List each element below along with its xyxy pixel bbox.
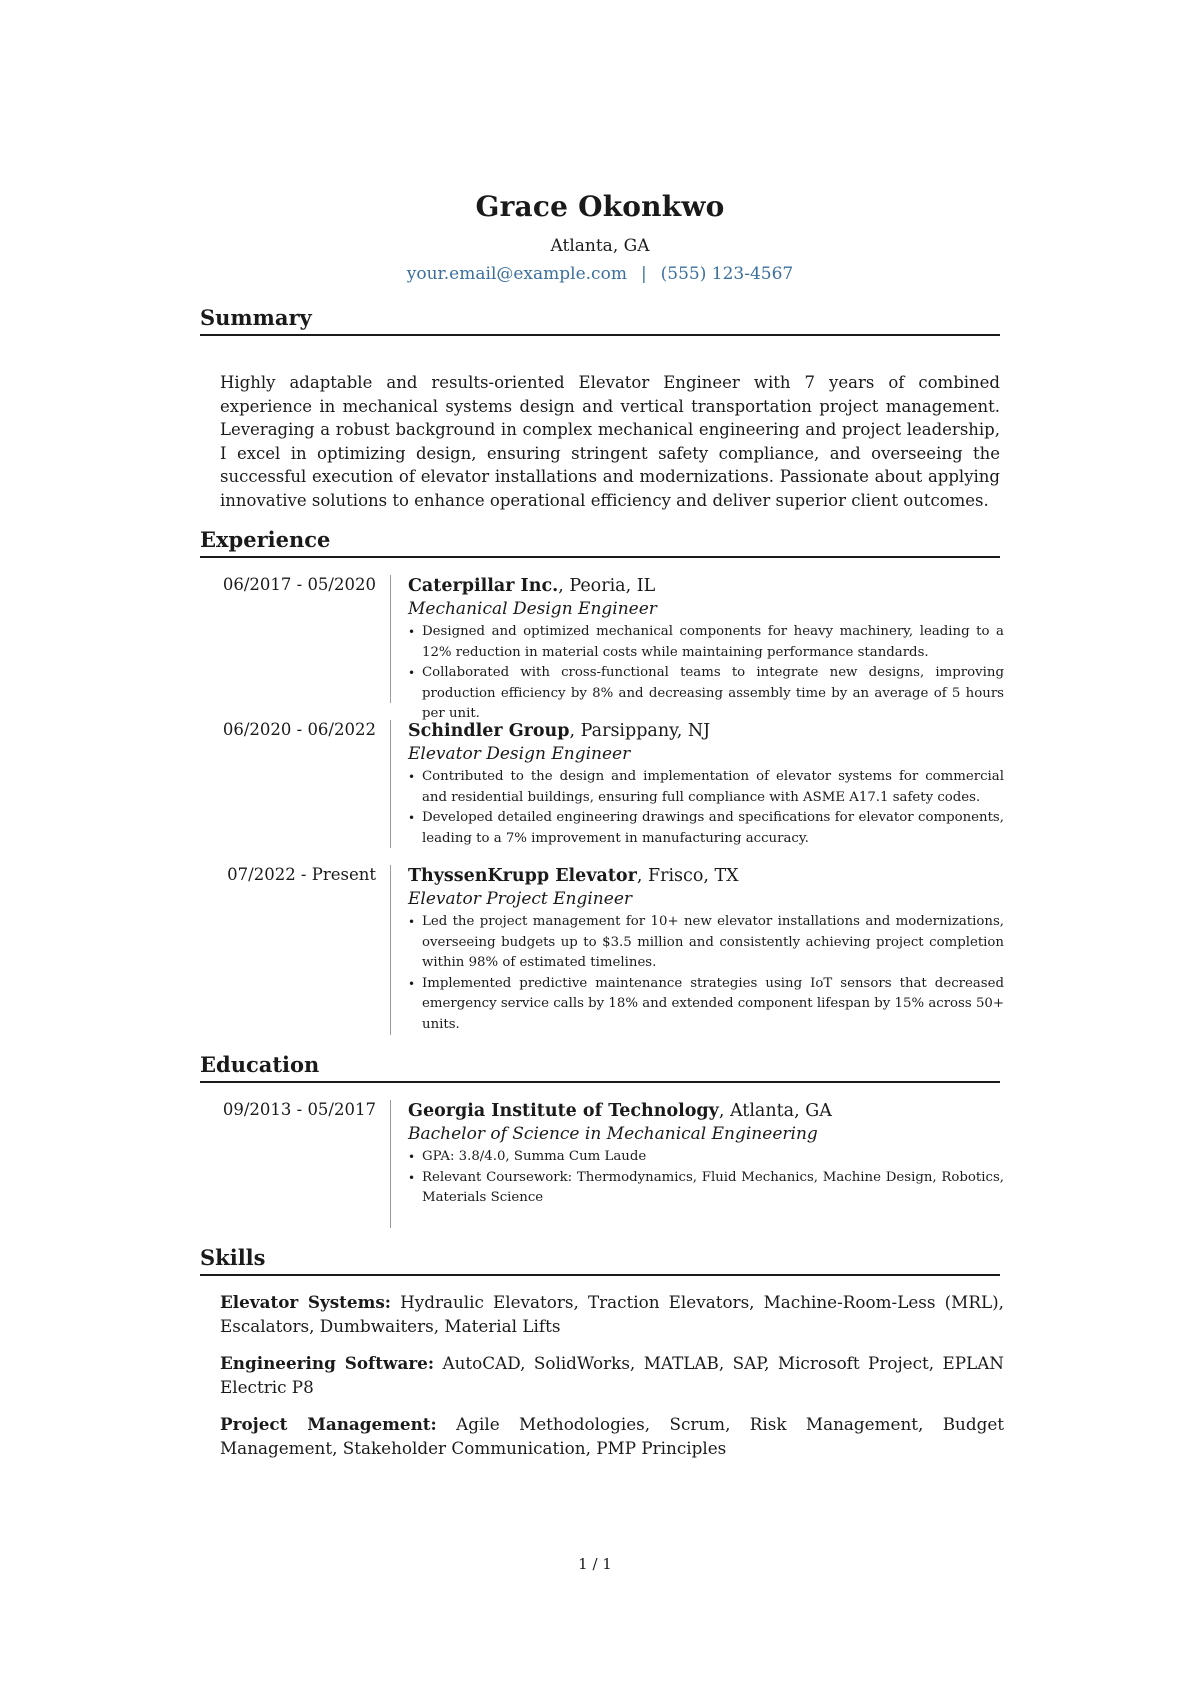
- experience-dates: 06/2020 - 06/2022: [222, 720, 376, 739]
- company-location: , Parsippany, NJ: [569, 721, 711, 741]
- summary-heading: Summary: [200, 305, 312, 330]
- timeline-divider: [390, 865, 391, 1035]
- school-name: Georgia Institute of Technology: [408, 1101, 719, 1121]
- company-location: , Frisco, TX: [636, 866, 739, 886]
- company-location: , Peoria, IL: [558, 576, 656, 596]
- education-dates: 09/2013 - 05/2017: [222, 1100, 376, 1119]
- skill-value: Hydraulic Elevators, Traction Elevators, Machine-Room-Less (MRL), Escalators, Dumbwaiters, Material Lifts: [220, 1292, 1004, 1336]
- candidate-name: Grace Okonkwo: [475, 190, 725, 223]
- job-title: Elevator Project Engineer: [408, 889, 633, 909]
- list-item: • Collaborated with cross-functional teams to integrate new designs, improving production efficiency by 8% and decreasing assembly time by an average of 5 hours per unit.: [408, 663, 1004, 725]
- skills-list: [220, 1291, 1004, 1474]
- experience-dates: 06/2017 - 05/2020: [222, 575, 376, 594]
- list-item: • Designed and optimized mechanical components for heavy machinery, leading to a 12% reduction in material costs while maintaining performance standards.: [408, 622, 1004, 663]
- experience-rule: [200, 556, 1000, 558]
- school-location: , Atlanta, GA: [718, 1101, 832, 1121]
- list-item: • Contributed to the design and implementation of elevator systems for commercial and residential buildings, ensuring full compliance with ASME A17.1 safety codes.: [408, 767, 1004, 808]
- list-item: • Implemented predictive maintenance strategies using IoT sensors that decreased emergency service calls by 18% and extended component lifespan by 15% across 50+ units.: [408, 974, 1004, 1036]
- skill-value: Agile Methodologies, Scrum, Risk Management, Budget Management, Stakeholder Communication, PMP Principles: [220, 1414, 1004, 1458]
- company-name: ThyssenKrupp Elevator: [408, 866, 637, 886]
- company-name: Schindler Group: [408, 721, 570, 741]
- achievement-list: [408, 622, 1004, 725]
- education-rule: [200, 1081, 1000, 1083]
- company-name: Caterpillar Inc.: [408, 576, 559, 596]
- experience-heading: Experience: [200, 527, 331, 552]
- list-item: • GPA: 3.8/4.0, Summa Cum Laude: [408, 1147, 1004, 1168]
- skills-heading: Skills: [200, 1245, 266, 1270]
- achievement-list: [408, 767, 1004, 849]
- skill-label: Elevator Systems:: [220, 1292, 391, 1312]
- school-line: [408, 1100, 1004, 1123]
- company-line: [408, 575, 1004, 598]
- list-item: • Led the project management for 10+ new elevator installations and modernizations, overseeing budgets up to $3.5 million and consistently achieving project completion within 98% of estimated timelines.: [408, 912, 1004, 974]
- education-detail-list: [408, 1147, 1004, 1209]
- list-item: • Developed detailed engineering drawings and specifications for elevator components, leading to a 7% improvement in manufacturing accuracy.: [408, 808, 1004, 849]
- summary-text: Highly adaptable and results-oriented Elevator Engineer with 7 years of combined experience in mechanical systems design and vertical transportation project management. Leveraging a robust background in complex mechanical engineering and project leadership, I excel in optimizing design, ensuring stringent safety compliance, and overseeing the successful execution of elevator installations and modernizations. Passionate about applying innovative solutions to enhance operational efficiency and deliver superior client outcomes.: [220, 373, 1000, 510]
- job-title: Elevator Design Engineer: [408, 744, 631, 764]
- experience-dates: 07/2022 - Present: [227, 865, 376, 884]
- skill-label: Project Management:: [220, 1414, 437, 1434]
- contact-separator: |: [640, 264, 647, 284]
- achievement-list: [408, 912, 1004, 1035]
- skills-rule: [200, 1274, 1000, 1276]
- timeline-divider: [390, 575, 391, 703]
- phone-link[interactable]: (555) 123-4567: [660, 264, 794, 284]
- skill-row: [220, 1413, 1004, 1460]
- page-indicator: 1 / 1: [578, 1555, 612, 1573]
- education-heading: Education: [200, 1052, 320, 1077]
- timeline-divider: [390, 1100, 391, 1228]
- company-line: [408, 720, 1004, 743]
- company-line: [408, 865, 1004, 888]
- skill-row: [220, 1291, 1004, 1338]
- skill-row: [220, 1352, 1004, 1399]
- degree-title: Bachelor of Science in Mechanical Engineering: [408, 1124, 818, 1144]
- email-link[interactable]: your.email@example.com: [406, 264, 627, 284]
- list-item: • Relevant Coursework: Thermodynamics, Fluid Mechanics, Machine Design, Robotics, Materials Science: [408, 1168, 1004, 1209]
- skill-value: AutoCAD, SolidWorks, MATLAB, SAP, Microsoft Project, EPLAN Electric P8: [220, 1353, 1004, 1397]
- candidate-location: Atlanta, GA: [550, 236, 650, 256]
- summary-rule: [200, 334, 1000, 336]
- contact-line: [200, 264, 1000, 284]
- timeline-divider: [390, 720, 391, 848]
- job-title: Mechanical Design Engineer: [408, 599, 657, 619]
- skill-label: Engineering Software:: [220, 1353, 435, 1373]
